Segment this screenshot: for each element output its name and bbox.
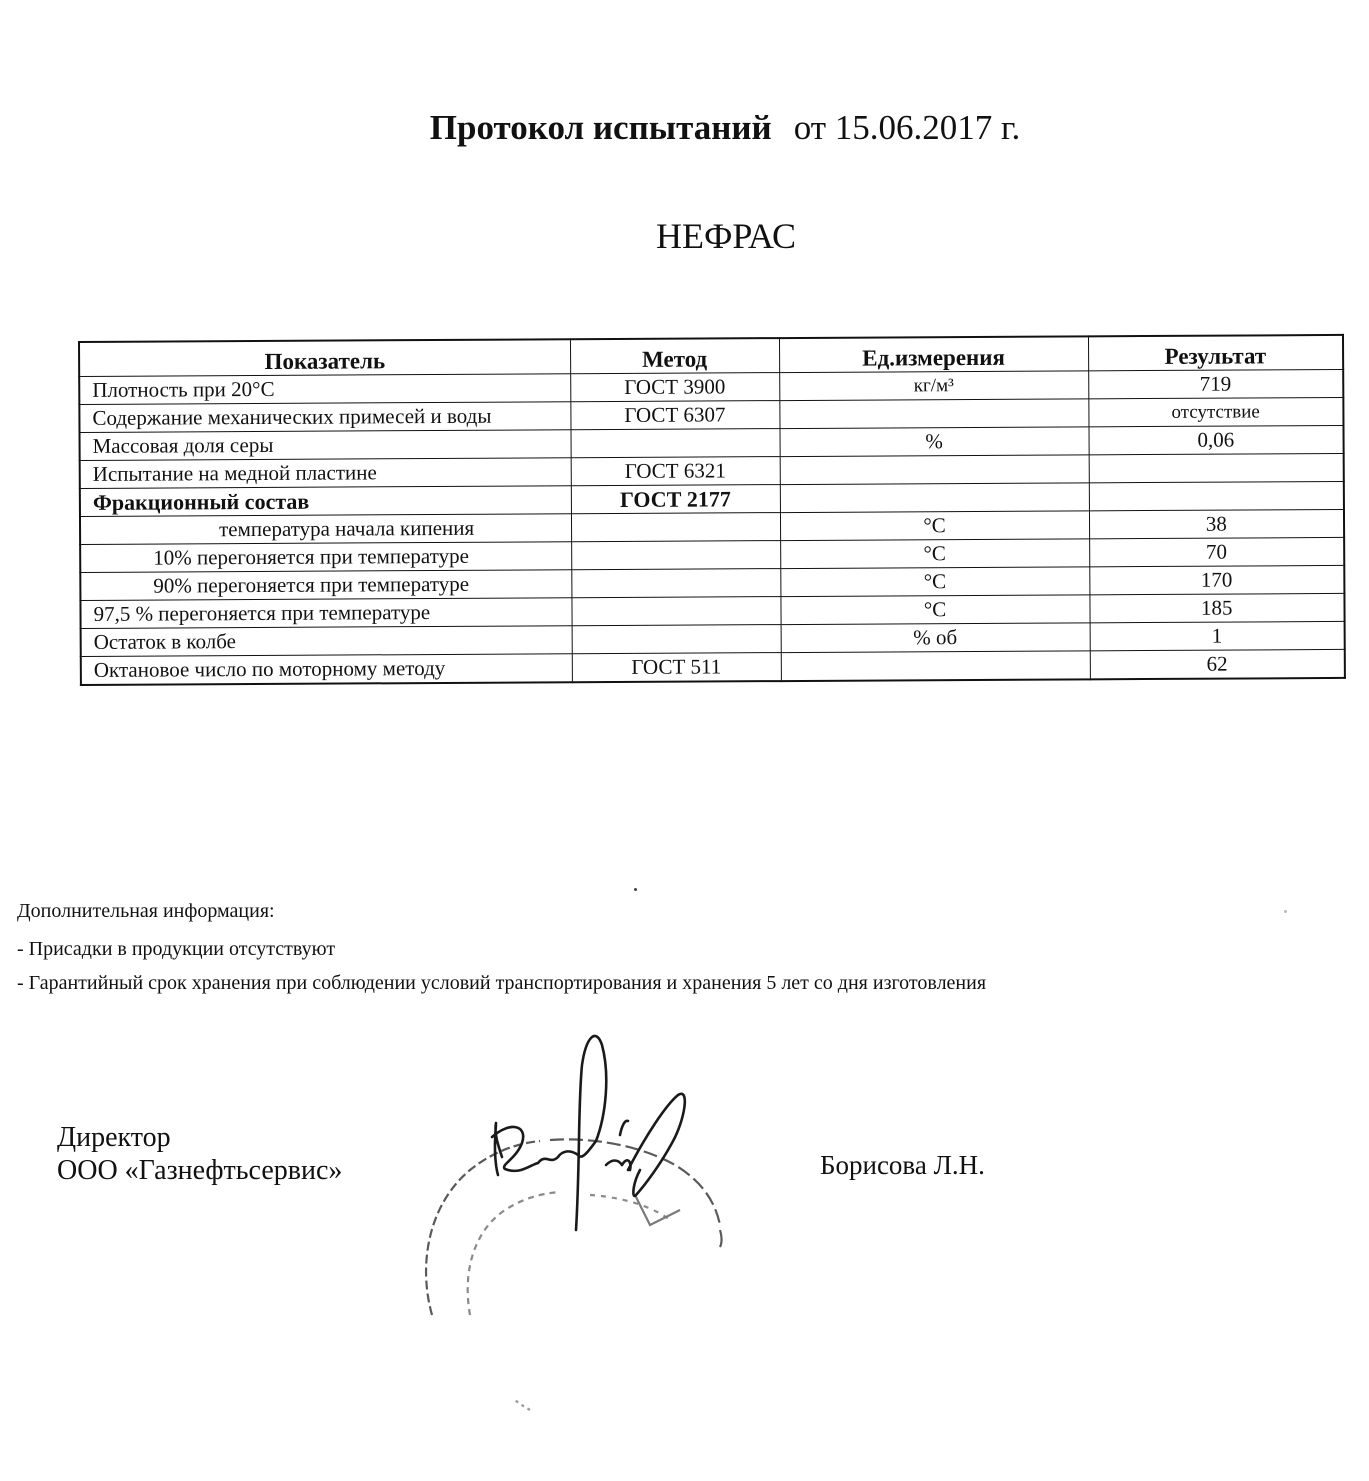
cell-indicator: 10% перегоняется при температуре bbox=[80, 542, 571, 573]
cell-result bbox=[1089, 453, 1344, 482]
product-name: НЕФРАС bbox=[655, 216, 797, 256]
cell-indicator: Октановое число по моторному методу bbox=[81, 654, 572, 685]
cell-result: 70 bbox=[1089, 537, 1344, 566]
cell-method: ГОСТ 6307 bbox=[570, 401, 779, 430]
additional-info-line: - Присадки в продукции отсутствуют bbox=[17, 938, 336, 960]
cell-unit bbox=[779, 399, 1088, 429]
signatory-position bbox=[57, 1121, 342, 1187]
stamp-and-signature-icon bbox=[410, 1025, 740, 1425]
scan-speck bbox=[1284, 910, 1287, 913]
cell-result: 185 bbox=[1089, 593, 1344, 622]
cell-result: 62 bbox=[1090, 649, 1345, 679]
cell-result: 38 bbox=[1089, 509, 1344, 538]
cell-method: ГОСТ 6321 bbox=[571, 457, 780, 486]
cell-method bbox=[571, 429, 780, 458]
cell-method bbox=[572, 625, 781, 654]
cell-indicator: 97,5 % перегоняется при температуре bbox=[80, 598, 571, 629]
cell-indicator: Испытание на медной пластине bbox=[80, 458, 571, 489]
cell-unit bbox=[781, 651, 1090, 681]
signatory-name: Борисова Л.Н. bbox=[820, 1150, 985, 1180]
additional-info-heading: Дополнительная информация: bbox=[17, 900, 275, 922]
cell-result: отсутствие bbox=[1088, 397, 1343, 426]
cell-method: ГОСТ 511 bbox=[572, 653, 781, 683]
results-table-container bbox=[78, 334, 1344, 686]
cell-unit: кг/м³ bbox=[779, 371, 1088, 401]
cell-result: 0,06 bbox=[1088, 425, 1343, 454]
table-row bbox=[81, 649, 1345, 685]
title-date: от 15.06.2017 г. bbox=[793, 108, 1021, 147]
cell-unit bbox=[780, 483, 1089, 513]
cell-unit: °С bbox=[780, 539, 1089, 569]
cell-indicator: Остаток в колбе bbox=[81, 626, 572, 657]
cell-indicator: Фракционный состав bbox=[80, 486, 571, 517]
signatory-role: Директор bbox=[57, 1122, 171, 1153]
results-table bbox=[78, 334, 1346, 686]
cell-unit: °С bbox=[780, 595, 1089, 625]
cell-indicator: Массовая доля серы bbox=[80, 430, 571, 461]
cell-indicator: Содержание механических примесей и воды bbox=[79, 402, 570, 433]
cell-result: 170 bbox=[1089, 565, 1344, 594]
header-indicator: Показатель bbox=[79, 339, 570, 376]
cell-method: ГОСТ 2177 bbox=[571, 485, 780, 514]
document-title bbox=[0, 108, 1369, 148]
cell-method bbox=[571, 569, 780, 598]
additional-info-line: - Гарантийный срок хранения при соблюдении условий транспортирования и хранения 5 лет со дня изготовления bbox=[17, 972, 987, 994]
header-method: Метод bbox=[570, 338, 779, 374]
header-result: Результат bbox=[1088, 335, 1343, 371]
cell-result: 1 bbox=[1090, 621, 1345, 650]
cell-unit: °С bbox=[780, 567, 1089, 597]
cell-indicator: Плотность при 20°С bbox=[79, 374, 570, 405]
cell-unit bbox=[780, 455, 1089, 485]
cell-unit: °С bbox=[780, 511, 1089, 541]
cell-unit: % об bbox=[781, 623, 1090, 653]
cell-method: ГОСТ 3900 bbox=[570, 373, 779, 402]
scan-speck bbox=[634, 888, 637, 891]
signatory-company: ООО «Газнефтьсервис» bbox=[57, 1155, 343, 1186]
cell-indicator: температура начала кипения bbox=[80, 514, 571, 545]
cell-result bbox=[1089, 481, 1344, 510]
cell-method bbox=[571, 541, 780, 570]
title-text: Протокол испытаний bbox=[429, 108, 772, 147]
cell-unit: % bbox=[780, 427, 1089, 457]
cell-method bbox=[571, 513, 780, 542]
cell-method bbox=[571, 597, 780, 626]
cell-indicator: 90% перегоняется при температуре bbox=[80, 570, 571, 601]
cell-result: 719 bbox=[1088, 369, 1343, 398]
stamp-icon bbox=[426, 1139, 721, 1410]
header-unit: Ед.измерения bbox=[779, 336, 1088, 372]
